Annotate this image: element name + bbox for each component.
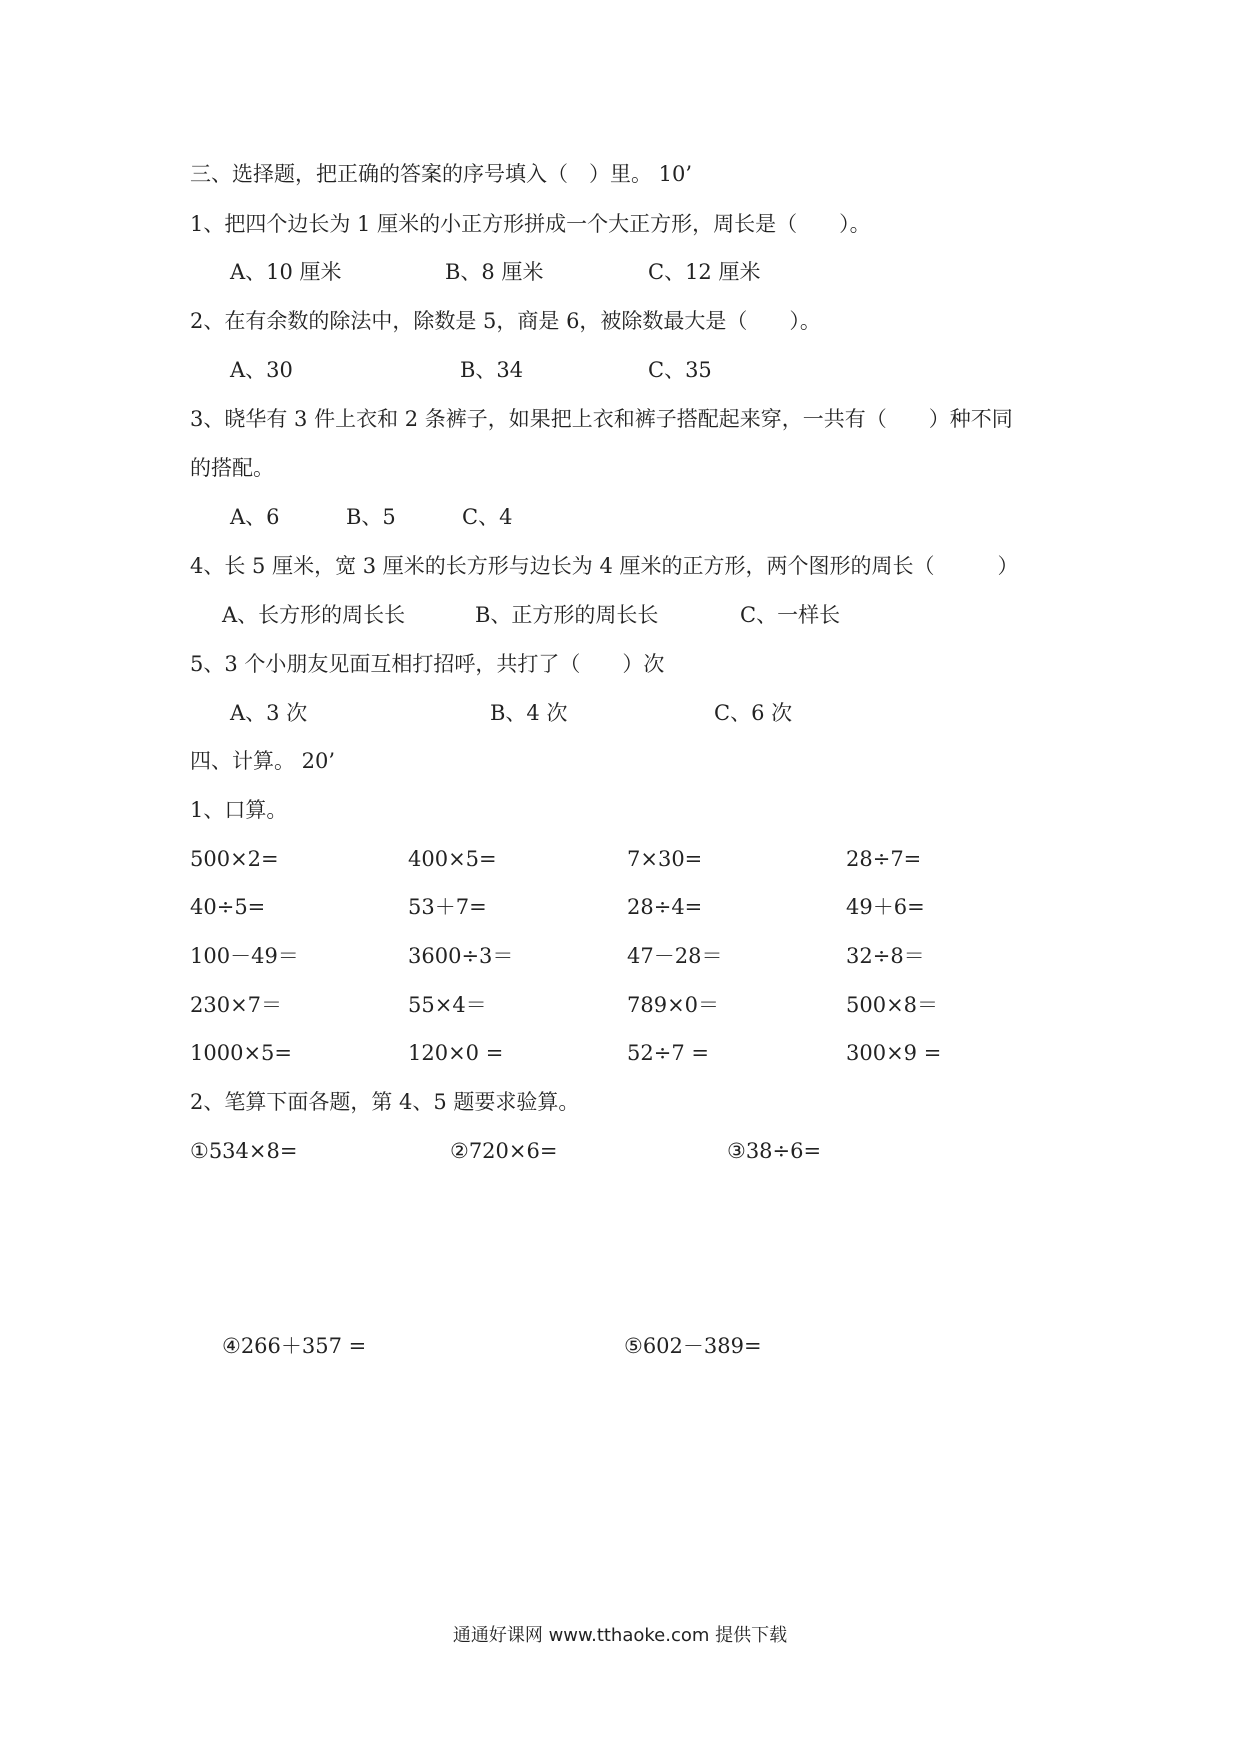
oral-calc-2-1: 40÷5=: [190, 895, 266, 919]
oral-calc-3-2: 3600÷3＝: [408, 944, 514, 968]
section4-title: 四、计算。 20’: [190, 749, 336, 773]
q4-option-a: A、长方形的周长长: [222, 603, 406, 627]
q2-option-c: C、35: [648, 358, 712, 382]
oral-calc-1-3: 7×30=: [627, 847, 703, 871]
q2-option-b: B、34: [460, 358, 524, 382]
q3-option-b: B、5: [346, 505, 396, 529]
written-calc-title: 2、笔算下面各题，第 4、5 题要求验算。: [190, 1090, 580, 1114]
oral-calc-4-3: 789×0＝: [627, 993, 720, 1017]
q5-option-b: B、4 次: [490, 701, 568, 725]
q4-option-c: C、一样长: [740, 603, 841, 627]
question-3: 3、晓华有 3 件上衣和 2 条裤子，如果把上衣和裤子搭配起来穿，一共有（ ）种不同: [190, 407, 1013, 431]
q3-option-c: C、4: [462, 505, 513, 529]
oral-calc-4-4: 500×8＝: [846, 993, 939, 1017]
oral-calc-3-1: 100－49＝: [190, 944, 299, 968]
oral-calc-2-4: 49＋6=: [846, 895, 925, 919]
q1-option-a: A、10 厘米: [230, 260, 342, 284]
question-2: 2、在有余数的除法中，除数是 5，商是 6，被除数最大是（ ）。: [190, 309, 821, 333]
oral-calc-5-4: 300×9 =: [846, 1041, 942, 1065]
written-calc-4: ④266＋357 =: [222, 1334, 367, 1358]
oral-calc-5-3: 52÷7 =: [627, 1041, 709, 1065]
oral-calc-1-4: 28÷7=: [846, 847, 922, 871]
oral-calc-4-1: 230×7＝: [190, 993, 283, 1017]
oral-calc-3-4: 32÷8＝: [846, 944, 925, 968]
oral-calc-2-2: 53＋7=: [408, 895, 487, 919]
oral-calc-1-1: 500×2=: [190, 847, 279, 871]
oral-calc-title: 1、口算。: [190, 798, 288, 822]
q5-option-a: A、3 次: [230, 701, 308, 725]
q2-option-a: A、30: [230, 358, 293, 382]
oral-calc-2-3: 28÷4=: [627, 895, 703, 919]
oral-calc-1-2: 400×5=: [408, 847, 497, 871]
question-3-continuation: 的搭配。: [190, 456, 274, 480]
question-4: 4、长 5 厘米，宽 3 厘米的长方形与边长为 4 厘米的正方形，两个图形的周长（ ）: [190, 554, 1019, 578]
written-calc-5: ⑤602－389=: [624, 1334, 762, 1358]
q1-option-c: C、12 厘米: [648, 260, 761, 284]
written-calc-3: ③38÷6=: [727, 1139, 822, 1163]
q4-option-b: B、正方形的周长长: [475, 603, 659, 627]
oral-calc-4-2: 55×4＝: [408, 993, 487, 1017]
oral-calc-5-2: 120×0 =: [408, 1041, 504, 1065]
question-1: 1、把四个边长为 1 厘米的小正方形拼成一个大正方形，周长是（ ）。: [190, 212, 871, 236]
q1-option-b: B、8 厘米: [445, 260, 544, 284]
oral-calc-5-1: 1000×5=: [190, 1041, 292, 1065]
question-5: 5、3 个小朋友见面互相打招呼，共打了（ ）次: [190, 652, 665, 676]
q5-option-c: C、6 次: [714, 701, 793, 725]
q3-option-a: A、6: [230, 505, 280, 529]
section3-title: 三、选择题，把正确的答案的序号填入（ ）里。 10’: [190, 162, 693, 186]
written-calc-1: ①534×8=: [190, 1139, 298, 1163]
oral-calc-3-3: 47－28＝: [627, 944, 723, 968]
page-footer: 通通好课网 www.tthaoke.com 提供下载: [452, 1625, 788, 1646]
written-calc-2: ②720×6=: [450, 1139, 558, 1163]
